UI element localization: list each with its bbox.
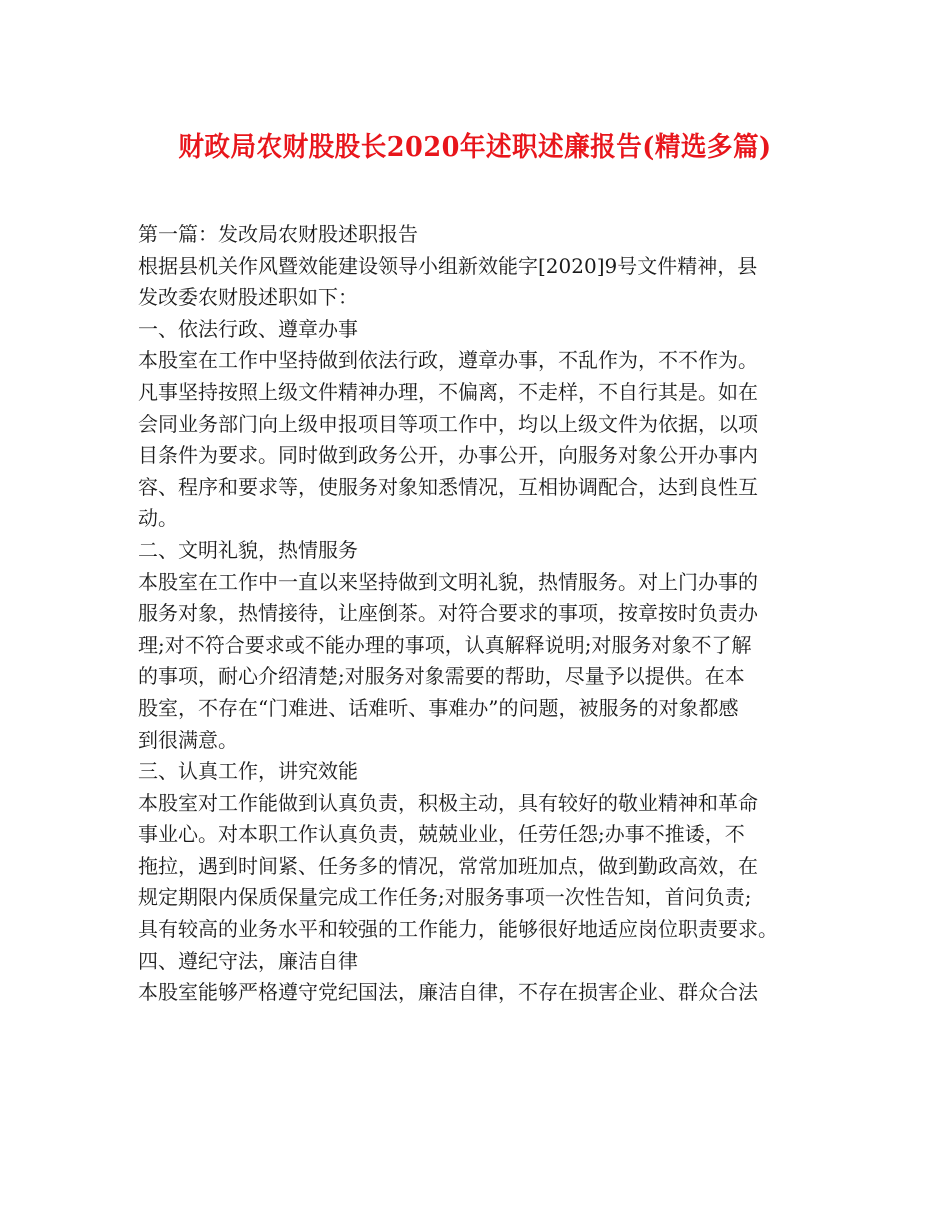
body-line: 本股室对工作能做到认真负责，积极主动，具有较好的敬业精神和革命 [138, 790, 758, 815]
body-line: 本股室在工作中坚持做到依法行政，遵章办事，不乱作为，不不作为。 [138, 348, 758, 373]
body-line: 本股室在工作中一直以来坚持做到文明礼貌，热情服务。对上门办事的 [138, 569, 758, 594]
document-body [138, 219, 828, 1009]
body-line: 拖拉，遇到时间紧、任务多的情况，常常加班加点，做到勤政高效，在 [138, 853, 758, 878]
body-line: 股室，不存在“门难进、话难听、事难办”的问题，被服务的对象都感 [138, 695, 739, 720]
body-line: 本股室能够严格遵守党纪国法，廉洁自律，不存在损害企业、群众合法 [138, 980, 758, 1005]
body-line: 根据县机关作风暨效能建设领导小组新效能字[2020]9号文件精神，县 [138, 253, 758, 278]
body-line: 目条件为要求。同时做到政务公开，办事公开，向服务对象公开办事内 [138, 443, 758, 468]
body-line: 规定期限内保质保量完成工作任务;对服务事项一次性告知，首问负责; [138, 885, 752, 910]
body-line: 具有较高的业务水平和较强的工作能力，能够很好地适应岗位职责要求。 [138, 917, 778, 942]
body-line: 四、遵纪守法，廉洁自律 [138, 948, 358, 973]
body-line: 事业心。对本职工作认真负责，兢兢业业，任劳任怨;办事不推诿，不 [138, 822, 745, 847]
body-line: 第一篇：发改局农财股述职报告 [138, 222, 418, 246]
body-line: 容、程序和要求等，使服务对象知悉情况，互相协调配合，达到良性互 [138, 474, 758, 499]
body-line: 一、依法行政、遵章办事 [138, 316, 358, 341]
body-line: 的事项，耐心介绍清楚;对服务对象需要的帮助，尽量予以提供。在本 [138, 664, 745, 689]
document-title: 财政局农财股股长2020年述职述廉报告(精选多篇) [178, 132, 772, 163]
body-line: 发改委农财股述职如下： [138, 285, 358, 310]
body-line: 理;对不符合要求或不能办理的事项，认真解释说明;对服务对象不了解 [138, 632, 752, 657]
body-line: 到很满意。 [138, 727, 238, 752]
body-line: 凡事坚持按照上级文件精神办理，不偏离，不走样，不自行其是。如在 [138, 379, 758, 404]
body-line: 二、文明礼貌，热情服务 [138, 537, 358, 562]
body-line: 会同业务部门向上级申报项目等项工作中，均以上级文件为依据，以项 [138, 411, 758, 436]
body-line: 动。 [138, 506, 178, 531]
body-line: 服务对象，热情接待，让座倒茶。对符合要求的事项，按章按时负责办 [138, 601, 758, 626]
body-line: 三、认真工作，讲究效能 [138, 759, 358, 784]
